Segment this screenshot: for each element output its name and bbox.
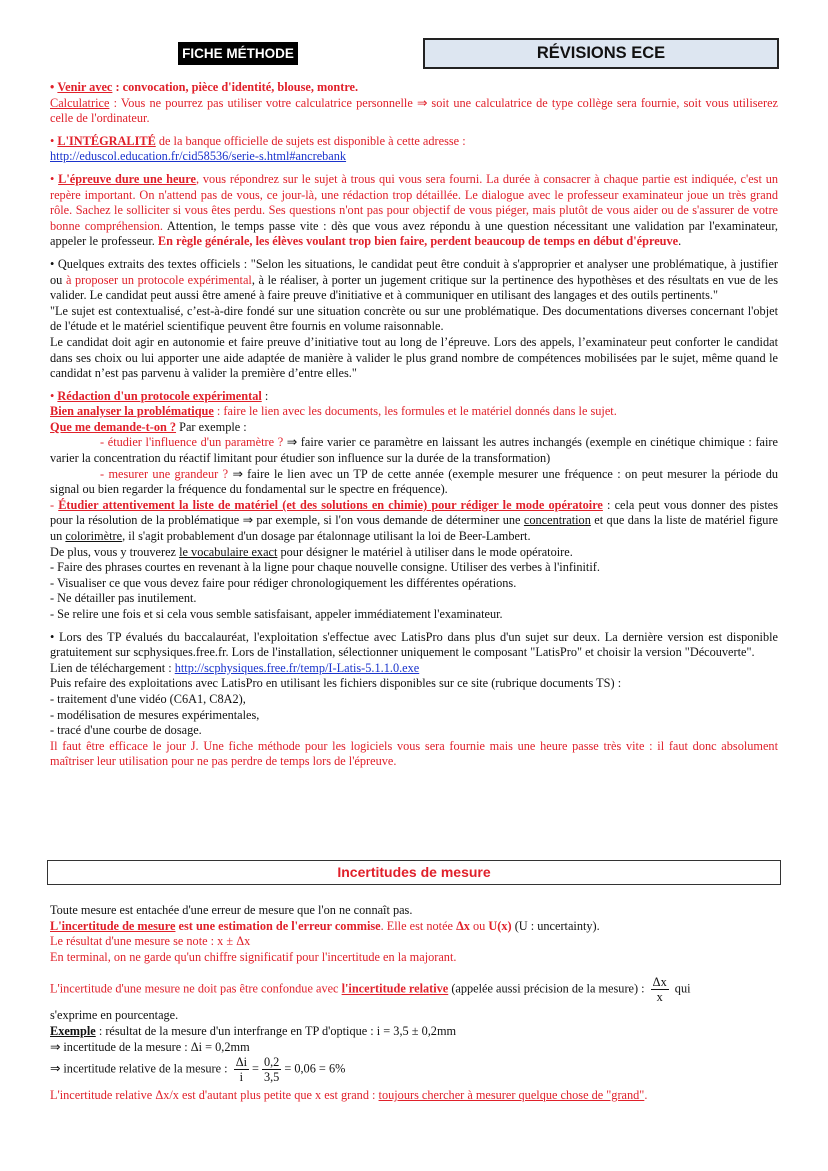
definition-bold: est une estimation de l'erreur commise xyxy=(175,918,381,933)
etudier-text-a: : cela peut vous donner des pistes pour la résolution de la problématique ⇒ par exemple, si l'on vous demande de déterminer une xyxy=(50,497,778,528)
epreuve-label: L'épreuve dure une heure xyxy=(58,171,196,186)
extraits-text-b: , à le réaliser, à porter un jugement critique sur la pertinence des hypothèses et des résultats en vue de les valider. Le candidat peut aussi être amené à faire preuve d'initiative et à communiquer en utilisant des langages et des outils pertinents." xyxy=(50,272,779,303)
relative-term: l'incertitude relative xyxy=(341,981,449,996)
conclusion-text: L'incertitude relative Δx/x est d'autant plus petite que x est grand : xyxy=(50,1088,379,1103)
demande-text: Par exemple : xyxy=(176,419,247,434)
extraits-paragraph-2: "Le sujet est contextualisé, c’est-à-dire fondé sur une situation concrète ou sur une problématique. Des documentations diverses concernant l'objet de l'étude et le matériel scientifique peuvent être fournis en volume raisonnable. xyxy=(50,303,778,334)
download-line xyxy=(50,661,778,677)
example-relative-text: ⇒ incertitude relative de la mesure : xyxy=(50,1061,231,1076)
latispro-item: - tracé d'une courbe de dosage. xyxy=(50,723,202,738)
demande-label: Que me demande-t-on ? xyxy=(50,419,177,434)
analyser-text: : faire le lien avec les documents, les formules et le matériel donnés dans le sujet. xyxy=(213,404,617,419)
fiche-methode-badge xyxy=(178,42,298,65)
bullet: • xyxy=(50,80,55,94)
incertitude-intro: Toute mesure est entachée d'une erreur de mesure que l'on ne connaît pas. xyxy=(50,903,413,917)
tip-item: - Se relire une fois et si cela vous semble satisfaisant, appeler immédiatement l'examinateur. xyxy=(50,607,503,621)
tip-item: - Ne détailler pas inutilement. xyxy=(50,591,197,606)
latispro-item: - traitement d'une vidéo (C6A1, C8A2), xyxy=(50,691,246,706)
etudier-text-c: , il s'agit probablement d'un dosage par étalonnage utilisant la loi de Beer-Lambert. xyxy=(122,529,531,544)
concentration-term: concentration xyxy=(523,513,591,528)
vocab-text-a: De plus, vous y trouverez xyxy=(50,544,180,559)
example-line xyxy=(50,1024,778,1040)
incertitudes-title: Incertitudes de mesure xyxy=(337,864,491,880)
numerator: 0,2 xyxy=(263,1055,280,1070)
protocole-title-line: • Rédaction d'un protocole expérimental : xyxy=(50,388,269,403)
period: . xyxy=(644,1088,648,1103)
example-absolute-line: ⇒ incertitude de la mesure : Δi = 0,2mm xyxy=(50,1039,250,1054)
integralite-label: L'INTÉGRALITÉ xyxy=(57,133,156,148)
example-1-label: - étudier l'influence d'un paramètre ? xyxy=(100,435,284,450)
section-incertitudes xyxy=(50,903,778,1104)
revisions-ece-title xyxy=(423,38,779,69)
fraction-di-over-i xyxy=(234,1055,249,1084)
epreuve-paragraph: • L'épreuve dure une heure, vous répondrez sur le sujet à trous qui vous sera fourni. La durée à consacrer à chaque partie est indiquée, c'est un repère important. On n'attend pas de vous, ce jour-là, une rédaction trop détaillée. Le dialogue avec le professeur examinateur joue un très grand rôle. Sachez le solliciter si vous êtes perdu. Ses questions n'ont pas pour objectif de vous piéger, mais plutôt de vous aider ou de s'assurer de votre bonne compréhension. Attention, le temps passe vite : dès que vous avez répondu à une question nécessitant une validation par l'examinateur, appeler le professeur. En règle générale, les élèves voulant trop bien faire, perdent beaucoup de temps en début d'épreuve. xyxy=(50,171,779,249)
section-general xyxy=(50,80,778,770)
extraits-text-red: à proposer un protocole expérimental xyxy=(65,272,252,287)
denominator: 3,5 xyxy=(263,1070,280,1085)
delta-x: Δx xyxy=(456,918,470,933)
demande-line xyxy=(50,420,778,436)
uncertainty-note: (U : uncertainty). xyxy=(511,918,600,933)
fraction-dx-over-x xyxy=(651,975,669,1004)
calculatrice-label: Calculatrice xyxy=(50,95,110,110)
fiche-methode-label: FICHE MÉTHODE xyxy=(182,46,294,61)
incertitudes-section-header xyxy=(47,860,781,885)
denominator: i xyxy=(239,1070,244,1085)
relative-uncertainty-line xyxy=(50,975,778,1004)
revisions-ece-label: RÉVISIONS ECE xyxy=(536,44,666,62)
numerator: Δi xyxy=(235,1055,248,1070)
tip-item: - Faire des phrases courtes en revenant à la ligne pour chaque nouvelle consigne. Utiliser des verbes à l'infinitif. xyxy=(50,560,600,575)
calculatrice-paragraph xyxy=(50,96,778,127)
integralite-text: de la banque officielle de sujets est disponible à cette adresse : xyxy=(155,133,466,148)
latispro-download-link[interactable]: http://scphysiques.free.fr/temp/I-Latis-5.1.1.0.exe xyxy=(174,660,420,675)
latispro-paragraph-2: Puis refaire des exploitations avec LatisPro en utilisant les fichiers disponibles sur ce site (rubrique documents TS) : xyxy=(50,676,622,691)
venir-avec-text: : convocation, pièce d'identité, blouse, montre. xyxy=(112,80,359,94)
integralite-paragraph: • L'INTÉGRALITÉ de la banque officielle de sujets est disponible à cette adresse : xyxy=(50,133,466,148)
incertitude-definition xyxy=(50,919,778,935)
relative-text-a: L'incertitude d'une mesure ne doit pas être confondue avec xyxy=(50,981,342,996)
significant-figure-line: En terminal, on ne garde qu'un chiffre significatif pour l'incertitude en la majorant. xyxy=(50,949,457,964)
relative-text-c: qui xyxy=(671,981,691,996)
equals: = xyxy=(252,1061,259,1076)
extraits-paragraph-1 xyxy=(50,257,778,304)
latispro-warning: Il faut être efficace le jour J. Une fiche méthode pour les logiciels vous sera fournie mais une heure passe très vite : il faut donc absolument maîtriser leur utilisation pour ne pas perdre de temps lors de l'épreuve. xyxy=(50,738,778,769)
analyser-label: Bien analyser la problématique xyxy=(50,404,214,419)
example-2-label: - mesurer une grandeur ? xyxy=(100,466,229,481)
epreuve-warning: En règle générale, les élèves voulant trop bien faire, perdent beaucoup de temps en début d'épreuve xyxy=(157,234,679,249)
colon: : xyxy=(261,388,269,403)
tip-item: - Visualiser ce que vous devez faire pour rédiger chronologiquement les différentes opérations. xyxy=(50,575,517,590)
incertitude-term: L'incertitude de mesure xyxy=(50,918,176,933)
period: . xyxy=(678,234,682,249)
venir-avec-paragraph xyxy=(50,80,778,96)
colorimetre-term: colorimètre xyxy=(65,529,123,544)
vocab-term: le vocabulaire exact xyxy=(179,544,278,559)
latispro-item: - modélisation de mesures expérimentales, xyxy=(50,707,260,722)
notation-line: Le résultat d'une mesure se note : x ± Δx xyxy=(50,934,251,949)
vocab-text-b: pour désigner le matériel à utiliser dans le mode opératoire. xyxy=(277,544,573,559)
fraction-values xyxy=(262,1055,281,1084)
epreuve-text-red: , vous répondrez sur le sujet à trous qui vous sera fourni. La durée à consacrer à chaque partie est indiquée, c'est un repère important. On n'attend pas de vous, ce jour-là, une rédaction trop détaillée. Le dialogue avec le professeur examinateur joue un très grand rôle. Sachez le solliciter si vous êtes perdu. Ses questions n'ont pas pour objectif de vous piéger, mais plutôt de vous aider ou de s'assurer de votre bonne compréhension. xyxy=(50,171,778,233)
example-2-text: ⇒ faire le lien avec un TP de cette année (exemple mesurer une fréquence : on peut mesurer la période du signal ou bien regarder la fréquence du fondamental sur le spectre en fréquence). xyxy=(50,466,778,497)
percentage-line: s'exprime en pourcentage. xyxy=(50,1008,179,1023)
vocabulaire-line xyxy=(50,545,778,561)
extraits-paragraph-3: Le candidat doit agir en autonomie et faire preuve d’initiative tout au long de l’épreuve. Lors des appels, l’examinateur peut conforter le candidat dans ses choix ou lui apporter une aide adaptée de manière à valider le plus grand nombre de compétences mobilisées par le sujet, même quand le candidat n’est pas parvenu à valider la première d’entre elles." xyxy=(50,334,778,381)
latispro-paragraph: • Lors des TP évalués du baccalauréat, l'exploitation s'effectue avec LatisPro dans plus d'un sujet sur deux. La dernière version est disponible gratuitement sur scphysiques.free.fr. Lors de l'installation, sélectionner uniquement le composant "LatisPro" et choisir la version "Découverte". xyxy=(50,629,778,660)
u-x: U(x) xyxy=(488,918,512,933)
analyser-line xyxy=(50,404,778,420)
etudier-text-b: et que dans la liste de matériel figure un xyxy=(50,513,778,544)
extraits-text-a: • Quelques extraits des textes officiels : "Selon les situations, le candidat peut être conduit à s'approprier et analyser une problématique, à justifier ou xyxy=(50,256,778,287)
or-text: ou xyxy=(469,918,489,933)
venir-avec-label: Venir avec xyxy=(57,80,113,94)
protocole-title: Rédaction d'un protocole expérimental xyxy=(57,388,262,403)
example-relative-line xyxy=(50,1055,778,1084)
etudier-label: Étudier attentivement la liste de matériel (et des solutions en chimie) pour rédiger le mode opératoire xyxy=(58,497,603,512)
example-text: : résultat de la mesure d'un interfrange en TP d'optique : i = 3,5 ± 0,2mm xyxy=(95,1023,457,1038)
conclusion-advice: toujours chercher à mesurer quelque chose de "grand" xyxy=(378,1088,645,1103)
relative-text-b: (appelée aussi précision de la mesure) : xyxy=(448,981,648,996)
conclusion-line xyxy=(50,1088,778,1104)
etudier-paragraph xyxy=(50,498,778,545)
dash: - xyxy=(50,497,59,512)
example-label: Exemple xyxy=(50,1023,96,1038)
result: = 0,06 = 6% xyxy=(284,1061,346,1076)
calculatrice-text: : Vous ne pourrez pas utiliser votre calculatrice personnelle ⇒ soit une calculatrice de type collège sera fournie, soit vous utiliserez celle de l'ordinateur. xyxy=(50,95,778,126)
numerator: Δx xyxy=(652,975,667,990)
denominator: x xyxy=(656,990,663,1005)
example-1 xyxy=(50,435,778,466)
download-label: Lien de téléchargement : xyxy=(50,660,175,675)
definition-text: . Elle est notée xyxy=(380,918,457,933)
example-2 xyxy=(50,467,778,498)
example-1-text: ⇒ faire varier ce paramètre en laissant les autres inchangés (exemple en cinétique chimique : faire varier la concentration du réactif limitant pour étudier son influence sur la durée de la transformation) xyxy=(50,435,778,466)
epreuve-text-black: Attention, le temps passe vite : dès que vous avez répondu à une question nécessitant une validation par l'examinateur, appeler le professeur. xyxy=(50,218,779,249)
eduscol-link[interactable]: http://eduscol.education.fr/cid58536/serie-s.html#ancrebank xyxy=(50,149,347,164)
